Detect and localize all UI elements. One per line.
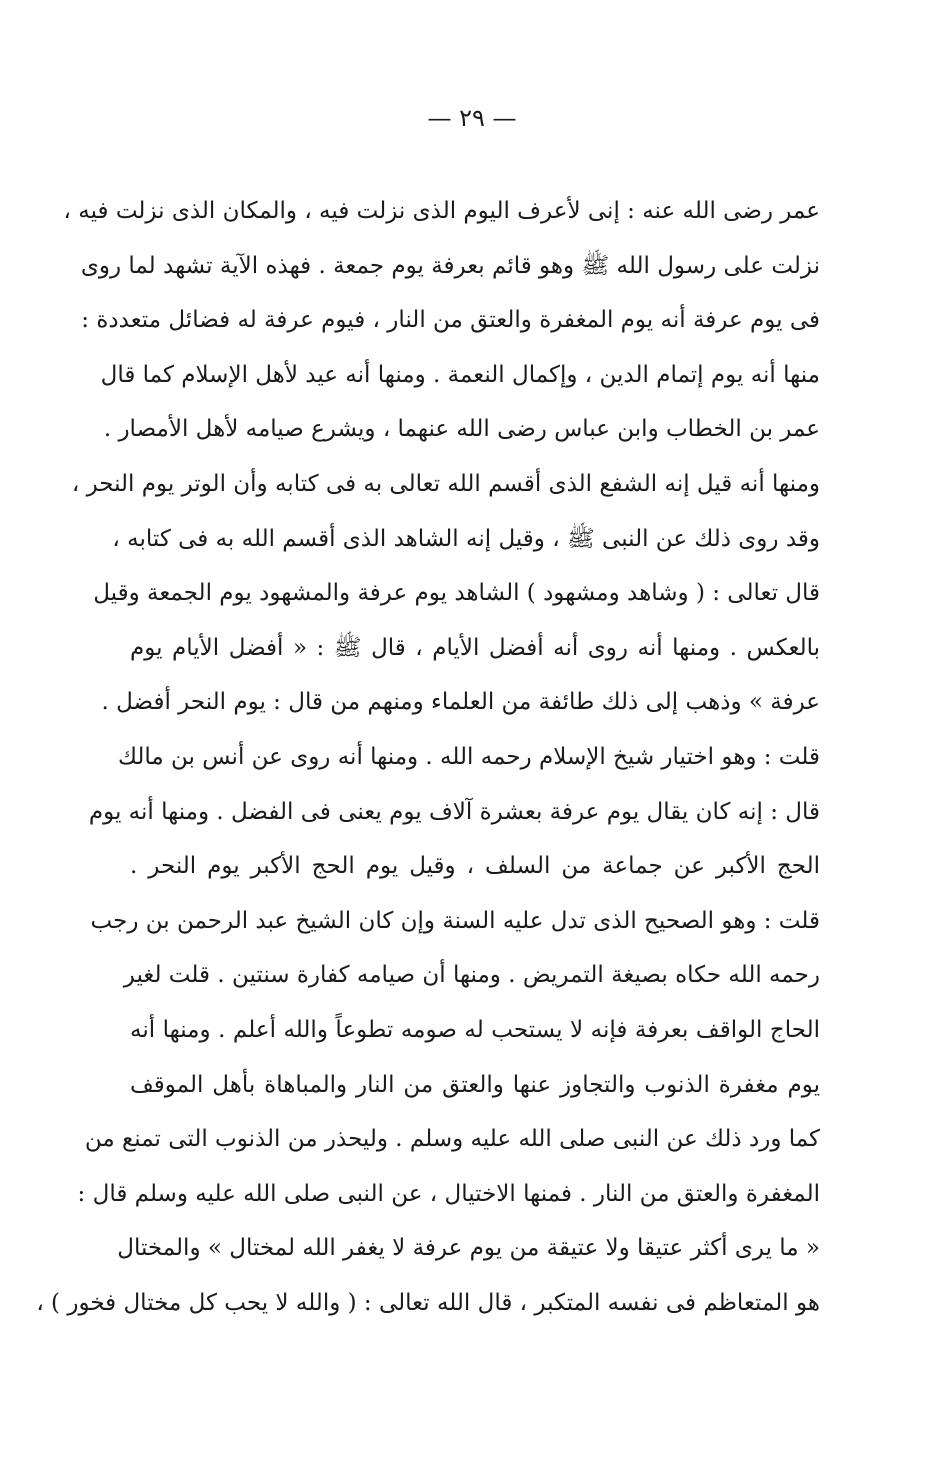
text-line: كما ورد ذلك عن النبى صلى الله عليه وسلم . وليحذر من الذنوب التى تمنع من xyxy=(84,1126,820,1153)
text-line: الحج الأكبر عن جماعة من السلف ، وقيل يوم الحج الأكبر يوم النحر . xyxy=(130,853,820,880)
text-line: بالعكس . ومنها أنه روى أنه أفضل الأيام ، قال ﷺ : « أفضل الأيام يوم xyxy=(130,634,820,661)
text-line: فى يوم عرفة أنه يوم المغفرة والعتق من النار ، فيوم عرفة له فضائل متعددة : xyxy=(81,307,820,334)
text-line: ومنها أنه قيل إنه الشفع الذى أقسم الله تعالى به فى كتابه وأن الوتر يوم النحر ، xyxy=(71,470,820,497)
text-line: قال تعالى : ( وشاهد ومشهود ) الشاهد يوم عرفة والمشهود يوم الجمعة وقيل xyxy=(93,580,820,607)
text-line: قلت : وهو الصحيح الذى تدل عليه السنة وإن كان الشيخ عبد الرحمن بن رجب xyxy=(90,907,820,934)
text-line: « ما يرى أكثر عتيقا ولا عتيقة من يوم عرفة لا يغفر الله لمختال » والمختال xyxy=(117,1235,820,1262)
text-line: قلت : وهو اختيار شيخ الإسلام رحمه الله . ومنها أنه روى عن أنس بن مالك xyxy=(117,743,820,770)
text-line: عمر بن الخطاب وابن عباس رضى الله عنهما ، ويشرع صيامه لأهل الأمصار . xyxy=(103,416,820,443)
text-line: عمر رضى الله عنه : إنى لأعرف اليوم الذى نزلت فيه ، والمكان الذى نزلت فيه ، xyxy=(63,198,820,224)
text-line: يوم مغفرة الذنوب والتجاوز عنها والعتق من النار والمباهاة بأهل الموقف xyxy=(130,1071,820,1098)
text-line: نزلت على رسول الله ﷺ وهو قائم بعرفة يوم جمعة . فهذه الآية تشهد لما روى xyxy=(80,252,820,279)
text-line: قال : إنه كان يقال يوم عرفة بعشرة آلاف يوم يعنى فى الفضل . ومنها أنه يوم xyxy=(88,798,820,825)
text-line: هو المتعاظم فى نفسه المتكبر ، قال الله تعالى : ( والله لا يحب كل مختال فخور ) ، xyxy=(36,1289,820,1316)
text-line: منها أنه يوم إتمام الدين ، وإكمال النعمة . ومنها أنه عيد لأهل الإسلام كما قال xyxy=(100,361,820,388)
text-line: عرفة » وذهب إلى ذلك طائفة من العلماء ومنهم من قال : يوم النحر أفضل . xyxy=(101,689,820,716)
body-text xyxy=(36,184,820,1330)
text-line: رحمه الله حكاه بصيغة التمريض . ومنها أن صيامه كفارة سنتين . قلت لغير xyxy=(123,962,820,989)
page-number: — ٢٩ — xyxy=(427,104,517,132)
text-line: المغفرة والعتق من النار . فمنها الاختيال ، عن النبى صلى الله عليه وسلم قال : xyxy=(77,1180,820,1207)
text-line: الحاج الواقف بعرفة فإنه لا يستحب له صومه تطوعاً والله أعلم . ومنها أنه xyxy=(130,1016,820,1043)
text-line: وقد روى ذلك عن النبى ﷺ ، وقيل إنه الشاهد الذى أقسم الله به فى كتابه ، xyxy=(112,525,820,552)
